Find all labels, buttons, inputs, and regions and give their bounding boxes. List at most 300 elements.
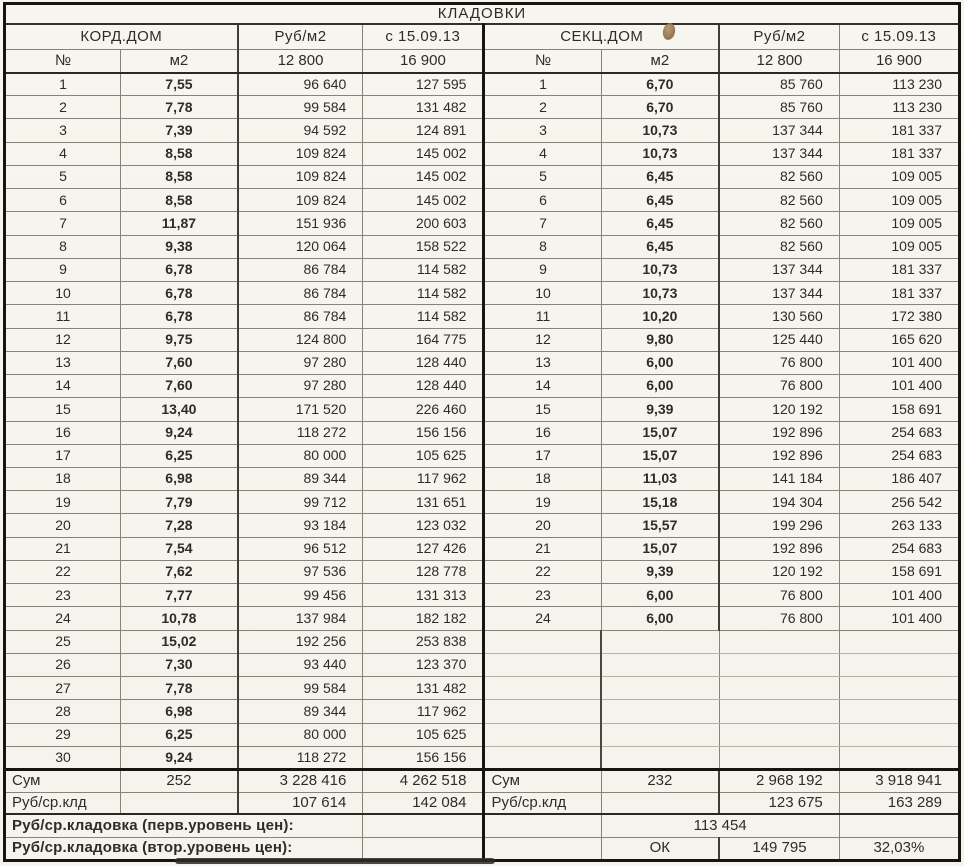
left-price1-cell: 192 256 xyxy=(238,630,363,653)
table-row xyxy=(5,677,960,700)
right-area-cell: 15,07 xyxy=(601,537,719,560)
right-sum-price2: 3 918 941 xyxy=(839,770,959,793)
right-price2-cell: 186 407 xyxy=(839,467,959,490)
left-area-cell: 9,24 xyxy=(121,746,238,769)
right-num-cell: 5 xyxy=(484,165,601,188)
left-price2-cell: 128 440 xyxy=(363,351,484,374)
footer-level1-label: Руб/ср.кладовка (перв.уровень цен): xyxy=(5,814,363,837)
table-row xyxy=(5,560,960,583)
left-price2-cell: 226 460 xyxy=(363,398,484,421)
right-num-cell: 12 xyxy=(484,328,601,351)
left-area-cell: 6,78 xyxy=(121,258,238,281)
footer-level1-value: 113 454 xyxy=(601,814,839,837)
left-price-header: Руб/м2 xyxy=(238,24,363,50)
empty-cell xyxy=(719,723,839,746)
left-area-cell: 6,78 xyxy=(121,305,238,328)
right-sum-price1: 2 968 192 xyxy=(719,770,839,793)
left-price2-cell: 117 962 xyxy=(363,700,484,723)
right-area-cell: 6,70 xyxy=(601,73,719,96)
left-price1-cell: 99 584 xyxy=(238,96,363,119)
right-price1-cell: 137 344 xyxy=(719,258,839,281)
right-price2-cell: 101 400 xyxy=(839,351,959,374)
left-num-cell: 16 xyxy=(5,421,121,444)
table-row xyxy=(5,305,960,328)
left-area-cell: 7,54 xyxy=(121,537,238,560)
left-price1-cell: 93 184 xyxy=(238,514,363,537)
right-num-cell: 19 xyxy=(484,491,601,514)
left-price1-cell: 109 824 xyxy=(238,165,363,188)
left-price2-cell: 114 582 xyxy=(363,305,484,328)
right-sum-label: Сум xyxy=(484,770,601,793)
left-num-cell: 30 xyxy=(5,746,121,769)
right-rate1: 12 800 xyxy=(719,50,839,73)
right-price2-cell: 181 337 xyxy=(839,258,959,281)
left-num-cell: 11 xyxy=(5,305,121,328)
avg-row xyxy=(5,793,960,814)
left-area-cell: 6,25 xyxy=(121,723,238,746)
left-price1-cell: 80 000 xyxy=(238,444,363,467)
footer-level2-percent: 32,03% xyxy=(839,837,959,860)
right-price2-cell: 109 005 xyxy=(839,235,959,258)
left-price2-cell: 123 370 xyxy=(363,653,484,676)
left-price1-cell: 171 520 xyxy=(238,398,363,421)
right-price1-cell: 76 800 xyxy=(719,351,839,374)
left-area-cell: 6,98 xyxy=(121,467,238,490)
left-price1-cell: 151 936 xyxy=(238,212,363,235)
left-area-header: м2 xyxy=(121,50,238,73)
right-area-cell: 15,07 xyxy=(601,421,719,444)
right-num-cell: 22 xyxy=(484,560,601,583)
table-row xyxy=(5,491,960,514)
right-sum-area: 232 xyxy=(601,770,719,793)
left-price1-cell: 109 824 xyxy=(238,142,363,165)
left-price1-cell: 97 280 xyxy=(238,375,363,398)
right-area-cell: 6,45 xyxy=(601,235,719,258)
left-num-cell: 5 xyxy=(5,165,121,188)
left-area-cell: 9,38 xyxy=(121,235,238,258)
left-price2-cell: 131 482 xyxy=(363,677,484,700)
left-price2-cell: 127 595 xyxy=(363,73,484,96)
table-row xyxy=(5,351,960,374)
left-rate1: 12 800 xyxy=(238,50,363,73)
left-price1-cell: 96 512 xyxy=(238,537,363,560)
right-price-header: Руб/м2 xyxy=(719,24,839,50)
left-price1-cell: 137 984 xyxy=(238,607,363,630)
empty-cell xyxy=(719,746,839,769)
header-row-groups xyxy=(5,24,960,50)
left-area-cell: 8,58 xyxy=(121,142,238,165)
left-area-cell: 6,98 xyxy=(121,700,238,723)
table-row xyxy=(5,607,960,630)
right-price1-cell: 120 192 xyxy=(719,560,839,583)
left-num-cell: 13 xyxy=(5,351,121,374)
left-area-cell: 7,78 xyxy=(121,677,238,700)
left-num-cell: 2 xyxy=(5,96,121,119)
left-price2-cell: 145 002 xyxy=(363,142,484,165)
left-num-cell: 6 xyxy=(5,189,121,212)
left-price2-cell: 123 032 xyxy=(363,514,484,537)
right-num-cell: 18 xyxy=(484,467,601,490)
right-avg-price1: 123 675 xyxy=(719,793,839,814)
right-price1-cell: 85 760 xyxy=(719,96,839,119)
empty-cell xyxy=(601,746,719,769)
left-num-cell: 28 xyxy=(5,700,121,723)
right-price2-cell: 165 620 xyxy=(839,328,959,351)
left-price2-cell: 105 625 xyxy=(363,723,484,746)
left-avg-spacer xyxy=(121,793,238,814)
left-area-cell: 13,40 xyxy=(121,398,238,421)
empty-cell xyxy=(839,653,959,676)
right-area-cell: 15,07 xyxy=(601,444,719,467)
empty-cell xyxy=(484,677,601,700)
left-area-cell: 6,78 xyxy=(121,282,238,305)
footer-level1-spacer-b xyxy=(484,814,601,837)
page-title: КЛАДОВКИ xyxy=(5,4,960,24)
left-sum-label: Сум xyxy=(5,770,121,793)
right-area-cell: 6,00 xyxy=(601,351,719,374)
left-num-cell: 23 xyxy=(5,584,121,607)
footer-level1-spacer-a xyxy=(363,814,484,837)
right-price1-cell: 137 344 xyxy=(719,119,839,142)
left-num-cell: 29 xyxy=(5,723,121,746)
scan-smudge xyxy=(175,858,495,864)
left-price1-cell: 89 344 xyxy=(238,467,363,490)
right-area-cell: 9,80 xyxy=(601,328,719,351)
right-table-name: СЕКЦ.ДОМ xyxy=(484,24,719,50)
left-num-cell: 4 xyxy=(5,142,121,165)
right-num-cell: 20 xyxy=(484,514,601,537)
table-row xyxy=(5,212,960,235)
left-area-cell: 9,75 xyxy=(121,328,238,351)
footer-level2-label: Руб/ср.кладовка (втор.уровень цен): xyxy=(5,837,363,860)
left-price2-cell: 200 603 xyxy=(363,212,484,235)
left-price1-cell: 96 640 xyxy=(238,73,363,96)
right-num-cell: 23 xyxy=(484,584,601,607)
right-area-cell: 6,45 xyxy=(601,165,719,188)
right-price2-cell: 263 133 xyxy=(839,514,959,537)
left-price2-cell: 117 962 xyxy=(363,467,484,490)
right-price2-cell: 109 005 xyxy=(839,189,959,212)
right-area-cell: 6,00 xyxy=(601,607,719,630)
right-num-cell: 16 xyxy=(484,421,601,444)
right-area-cell: 10,73 xyxy=(601,119,719,142)
right-area-cell: 6,00 xyxy=(601,375,719,398)
left-area-cell: 15,02 xyxy=(121,630,238,653)
right-price2-cell: 101 400 xyxy=(839,607,959,630)
table-row xyxy=(5,119,960,142)
table-row xyxy=(5,165,960,188)
left-price1-cell: 86 784 xyxy=(238,305,363,328)
table-row xyxy=(5,375,960,398)
table-row xyxy=(5,630,960,653)
right-price1-cell: 137 344 xyxy=(719,282,839,305)
left-num-cell: 15 xyxy=(5,398,121,421)
left-sum-area: 252 xyxy=(121,770,238,793)
left-area-cell: 7,78 xyxy=(121,96,238,119)
left-num-cell: 17 xyxy=(5,444,121,467)
table-row xyxy=(5,73,960,96)
empty-cell xyxy=(484,700,601,723)
left-avg-price1: 107 614 xyxy=(238,793,363,814)
empty-cell xyxy=(719,653,839,676)
left-num-cell: 26 xyxy=(5,653,121,676)
right-price2-cell: 181 337 xyxy=(839,142,959,165)
left-area-cell: 7,77 xyxy=(121,584,238,607)
right-area-cell: 15,57 xyxy=(601,514,719,537)
table-row xyxy=(5,746,960,769)
left-num-cell: 25 xyxy=(5,630,121,653)
header-row-columns xyxy=(5,50,960,73)
right-price1-cell: 192 896 xyxy=(719,537,839,560)
right-price1-cell: 192 896 xyxy=(719,444,839,467)
table-row xyxy=(5,723,960,746)
footer-level1-spacer-c xyxy=(839,814,959,837)
footer-level2-spacer-b xyxy=(484,837,601,860)
table-row xyxy=(5,282,960,305)
footer-level2-ok: ОК xyxy=(601,837,719,860)
right-price1-cell: 141 184 xyxy=(719,467,839,490)
right-num-cell: 17 xyxy=(484,444,601,467)
table-row xyxy=(5,328,960,351)
left-price1-cell: 124 800 xyxy=(238,328,363,351)
right-area-cell: 6,45 xyxy=(601,189,719,212)
right-price1-cell: 76 800 xyxy=(719,375,839,398)
table-row xyxy=(5,96,960,119)
left-price1-cell: 118 272 xyxy=(238,746,363,769)
left-rate2: 16 900 xyxy=(363,50,484,73)
left-num-cell: 9 xyxy=(5,258,121,281)
right-num-cell: 2 xyxy=(484,96,601,119)
left-price2-cell: 164 775 xyxy=(363,328,484,351)
right-num-cell: 9 xyxy=(484,258,601,281)
right-area-cell: 10,73 xyxy=(601,142,719,165)
left-num-cell: 12 xyxy=(5,328,121,351)
empty-cell xyxy=(484,653,601,676)
right-price1-cell: 82 560 xyxy=(719,212,839,235)
right-avg-spacer xyxy=(601,793,719,814)
empty-cell xyxy=(601,653,719,676)
right-price1-cell: 76 800 xyxy=(719,584,839,607)
left-price1-cell: 99 712 xyxy=(238,491,363,514)
table-row xyxy=(5,537,960,560)
left-area-cell: 8,58 xyxy=(121,189,238,212)
left-price2-cell: 124 891 xyxy=(363,119,484,142)
empty-cell xyxy=(839,677,959,700)
left-price1-cell: 86 784 xyxy=(238,282,363,305)
right-area-cell: 6,45 xyxy=(601,212,719,235)
left-area-cell: 7,60 xyxy=(121,375,238,398)
right-area-cell: 9,39 xyxy=(601,560,719,583)
left-num-cell: 21 xyxy=(5,537,121,560)
footer-level1-row xyxy=(5,814,960,837)
left-price1-cell: 93 440 xyxy=(238,653,363,676)
right-area-cell: 10,73 xyxy=(601,282,719,305)
left-sum-price1: 3 228 416 xyxy=(238,770,363,793)
left-price1-cell: 94 592 xyxy=(238,119,363,142)
left-area-cell: 10,78 xyxy=(121,607,238,630)
left-price2-cell: 156 156 xyxy=(363,421,484,444)
table-row xyxy=(5,235,960,258)
right-price2-cell: 109 005 xyxy=(839,165,959,188)
left-area-cell: 11,87 xyxy=(121,212,238,235)
left-price1-cell: 99 584 xyxy=(238,677,363,700)
left-area-cell: 7,79 xyxy=(121,491,238,514)
empty-cell xyxy=(839,700,959,723)
right-avg-price2: 163 289 xyxy=(839,793,959,814)
left-area-cell: 8,58 xyxy=(121,165,238,188)
left-price2-cell: 145 002 xyxy=(363,165,484,188)
right-price2-cell: 101 400 xyxy=(839,375,959,398)
right-price2-cell: 158 691 xyxy=(839,560,959,583)
left-price2-cell: 105 625 xyxy=(363,444,484,467)
left-price2-cell: 131 482 xyxy=(363,96,484,119)
left-num-header: № xyxy=(5,50,121,73)
right-price1-cell: 192 896 xyxy=(719,421,839,444)
right-price2-cell: 158 691 xyxy=(839,398,959,421)
right-area-header: м2 xyxy=(601,50,719,73)
right-num-cell: 8 xyxy=(484,235,601,258)
left-price2-cell: 182 182 xyxy=(363,607,484,630)
left-num-cell: 8 xyxy=(5,235,121,258)
left-date-header: с 15.09.13 xyxy=(363,24,484,50)
right-date-header: с 15.09.13 xyxy=(839,24,959,50)
right-price2-cell: 254 683 xyxy=(839,537,959,560)
left-price1-cell: 118 272 xyxy=(238,421,363,444)
left-area-cell: 7,62 xyxy=(121,560,238,583)
right-area-cell: 6,70 xyxy=(601,96,719,119)
right-area-cell: 15,18 xyxy=(601,491,719,514)
left-price2-cell: 114 582 xyxy=(363,282,484,305)
right-price2-cell: 113 230 xyxy=(839,73,959,96)
table-row xyxy=(5,398,960,421)
left-num-cell: 22 xyxy=(5,560,121,583)
table-row xyxy=(5,421,960,444)
left-area-cell: 7,60 xyxy=(121,351,238,374)
right-area-cell: 10,20 xyxy=(601,305,719,328)
empty-cell xyxy=(839,630,959,653)
left-area-cell: 9,24 xyxy=(121,421,238,444)
empty-cell xyxy=(601,700,719,723)
right-price1-cell: 82 560 xyxy=(719,235,839,258)
left-price1-cell: 120 064 xyxy=(238,235,363,258)
left-avg-price2: 142 084 xyxy=(363,793,484,814)
right-price1-cell: 76 800 xyxy=(719,607,839,630)
left-price2-cell: 127 426 xyxy=(363,537,484,560)
empty-cell xyxy=(719,700,839,723)
left-price1-cell: 80 000 xyxy=(238,723,363,746)
left-num-cell: 1 xyxy=(5,73,121,96)
empty-cell xyxy=(484,723,601,746)
left-price1-cell: 97 536 xyxy=(238,560,363,583)
right-price1-cell: 82 560 xyxy=(719,189,839,212)
empty-cell xyxy=(601,677,719,700)
empty-cell xyxy=(484,630,601,653)
sum-row xyxy=(5,770,960,793)
right-num-cell: 13 xyxy=(484,351,601,374)
left-price1-cell: 97 280 xyxy=(238,351,363,374)
footer-level2-spacer-a xyxy=(363,837,484,860)
left-table-name: КОРД.ДОМ xyxy=(5,24,238,50)
right-price2-cell: 256 542 xyxy=(839,491,959,514)
left-price2-cell: 156 156 xyxy=(363,746,484,769)
left-num-cell: 10 xyxy=(5,282,121,305)
left-num-cell: 19 xyxy=(5,491,121,514)
right-price2-cell: 109 005 xyxy=(839,212,959,235)
right-price2-cell: 254 683 xyxy=(839,444,959,467)
left-num-cell: 24 xyxy=(5,607,121,630)
empty-cell xyxy=(601,630,719,653)
table-row xyxy=(5,142,960,165)
left-area-cell: 7,39 xyxy=(121,119,238,142)
right-avg-label: Руб/ср.клд xyxy=(484,793,601,814)
empty-cell xyxy=(484,746,601,769)
table-row xyxy=(5,514,960,537)
right-num-cell: 7 xyxy=(484,212,601,235)
left-area-cell: 7,55 xyxy=(121,73,238,96)
right-num-cell: 11 xyxy=(484,305,601,328)
left-price2-cell: 128 440 xyxy=(363,375,484,398)
left-price1-cell: 99 456 xyxy=(238,584,363,607)
right-num-header: № xyxy=(484,50,601,73)
left-area-cell: 6,25 xyxy=(121,444,238,467)
right-price1-cell: 130 560 xyxy=(719,305,839,328)
right-num-cell: 14 xyxy=(484,375,601,398)
title-row xyxy=(5,4,960,24)
right-price2-cell: 101 400 xyxy=(839,584,959,607)
left-num-cell: 27 xyxy=(5,677,121,700)
left-price2-cell: 253 838 xyxy=(363,630,484,653)
footer-level2-row xyxy=(5,837,960,860)
right-price1-cell: 137 344 xyxy=(719,142,839,165)
right-num-cell: 6 xyxy=(484,189,601,212)
left-price1-cell: 89 344 xyxy=(238,700,363,723)
left-num-cell: 20 xyxy=(5,514,121,537)
right-price1-cell: 120 192 xyxy=(719,398,839,421)
footer-level2-value: 149 795 xyxy=(719,837,839,860)
left-price2-cell: 128 778 xyxy=(363,560,484,583)
left-area-cell: 7,30 xyxy=(121,653,238,676)
left-price2-cell: 114 582 xyxy=(363,258,484,281)
right-area-cell: 10,73 xyxy=(601,258,719,281)
empty-cell xyxy=(839,723,959,746)
table-row xyxy=(5,584,960,607)
left-price2-cell: 131 313 xyxy=(363,584,484,607)
table-row xyxy=(5,700,960,723)
right-area-cell: 9,39 xyxy=(601,398,719,421)
right-area-cell: 11,03 xyxy=(601,467,719,490)
empty-cell xyxy=(601,723,719,746)
left-price2-cell: 145 002 xyxy=(363,189,484,212)
right-price2-cell: 254 683 xyxy=(839,421,959,444)
table-row xyxy=(5,653,960,676)
empty-cell xyxy=(719,630,839,653)
table-row xyxy=(5,467,960,490)
left-num-cell: 14 xyxy=(5,375,121,398)
right-num-cell: 4 xyxy=(484,142,601,165)
left-num-cell: 18 xyxy=(5,467,121,490)
left-avg-label: Руб/ср.клд xyxy=(5,793,121,814)
table-row xyxy=(5,444,960,467)
left-price2-cell: 131 651 xyxy=(363,491,484,514)
right-price1-cell: 199 296 xyxy=(719,514,839,537)
right-num-cell: 24 xyxy=(484,607,601,630)
right-area-cell: 6,00 xyxy=(601,584,719,607)
left-price2-cell: 158 522 xyxy=(363,235,484,258)
right-price2-cell: 181 337 xyxy=(839,119,959,142)
right-num-cell: 3 xyxy=(484,119,601,142)
right-price2-cell: 181 337 xyxy=(839,282,959,305)
right-num-cell: 15 xyxy=(484,398,601,421)
